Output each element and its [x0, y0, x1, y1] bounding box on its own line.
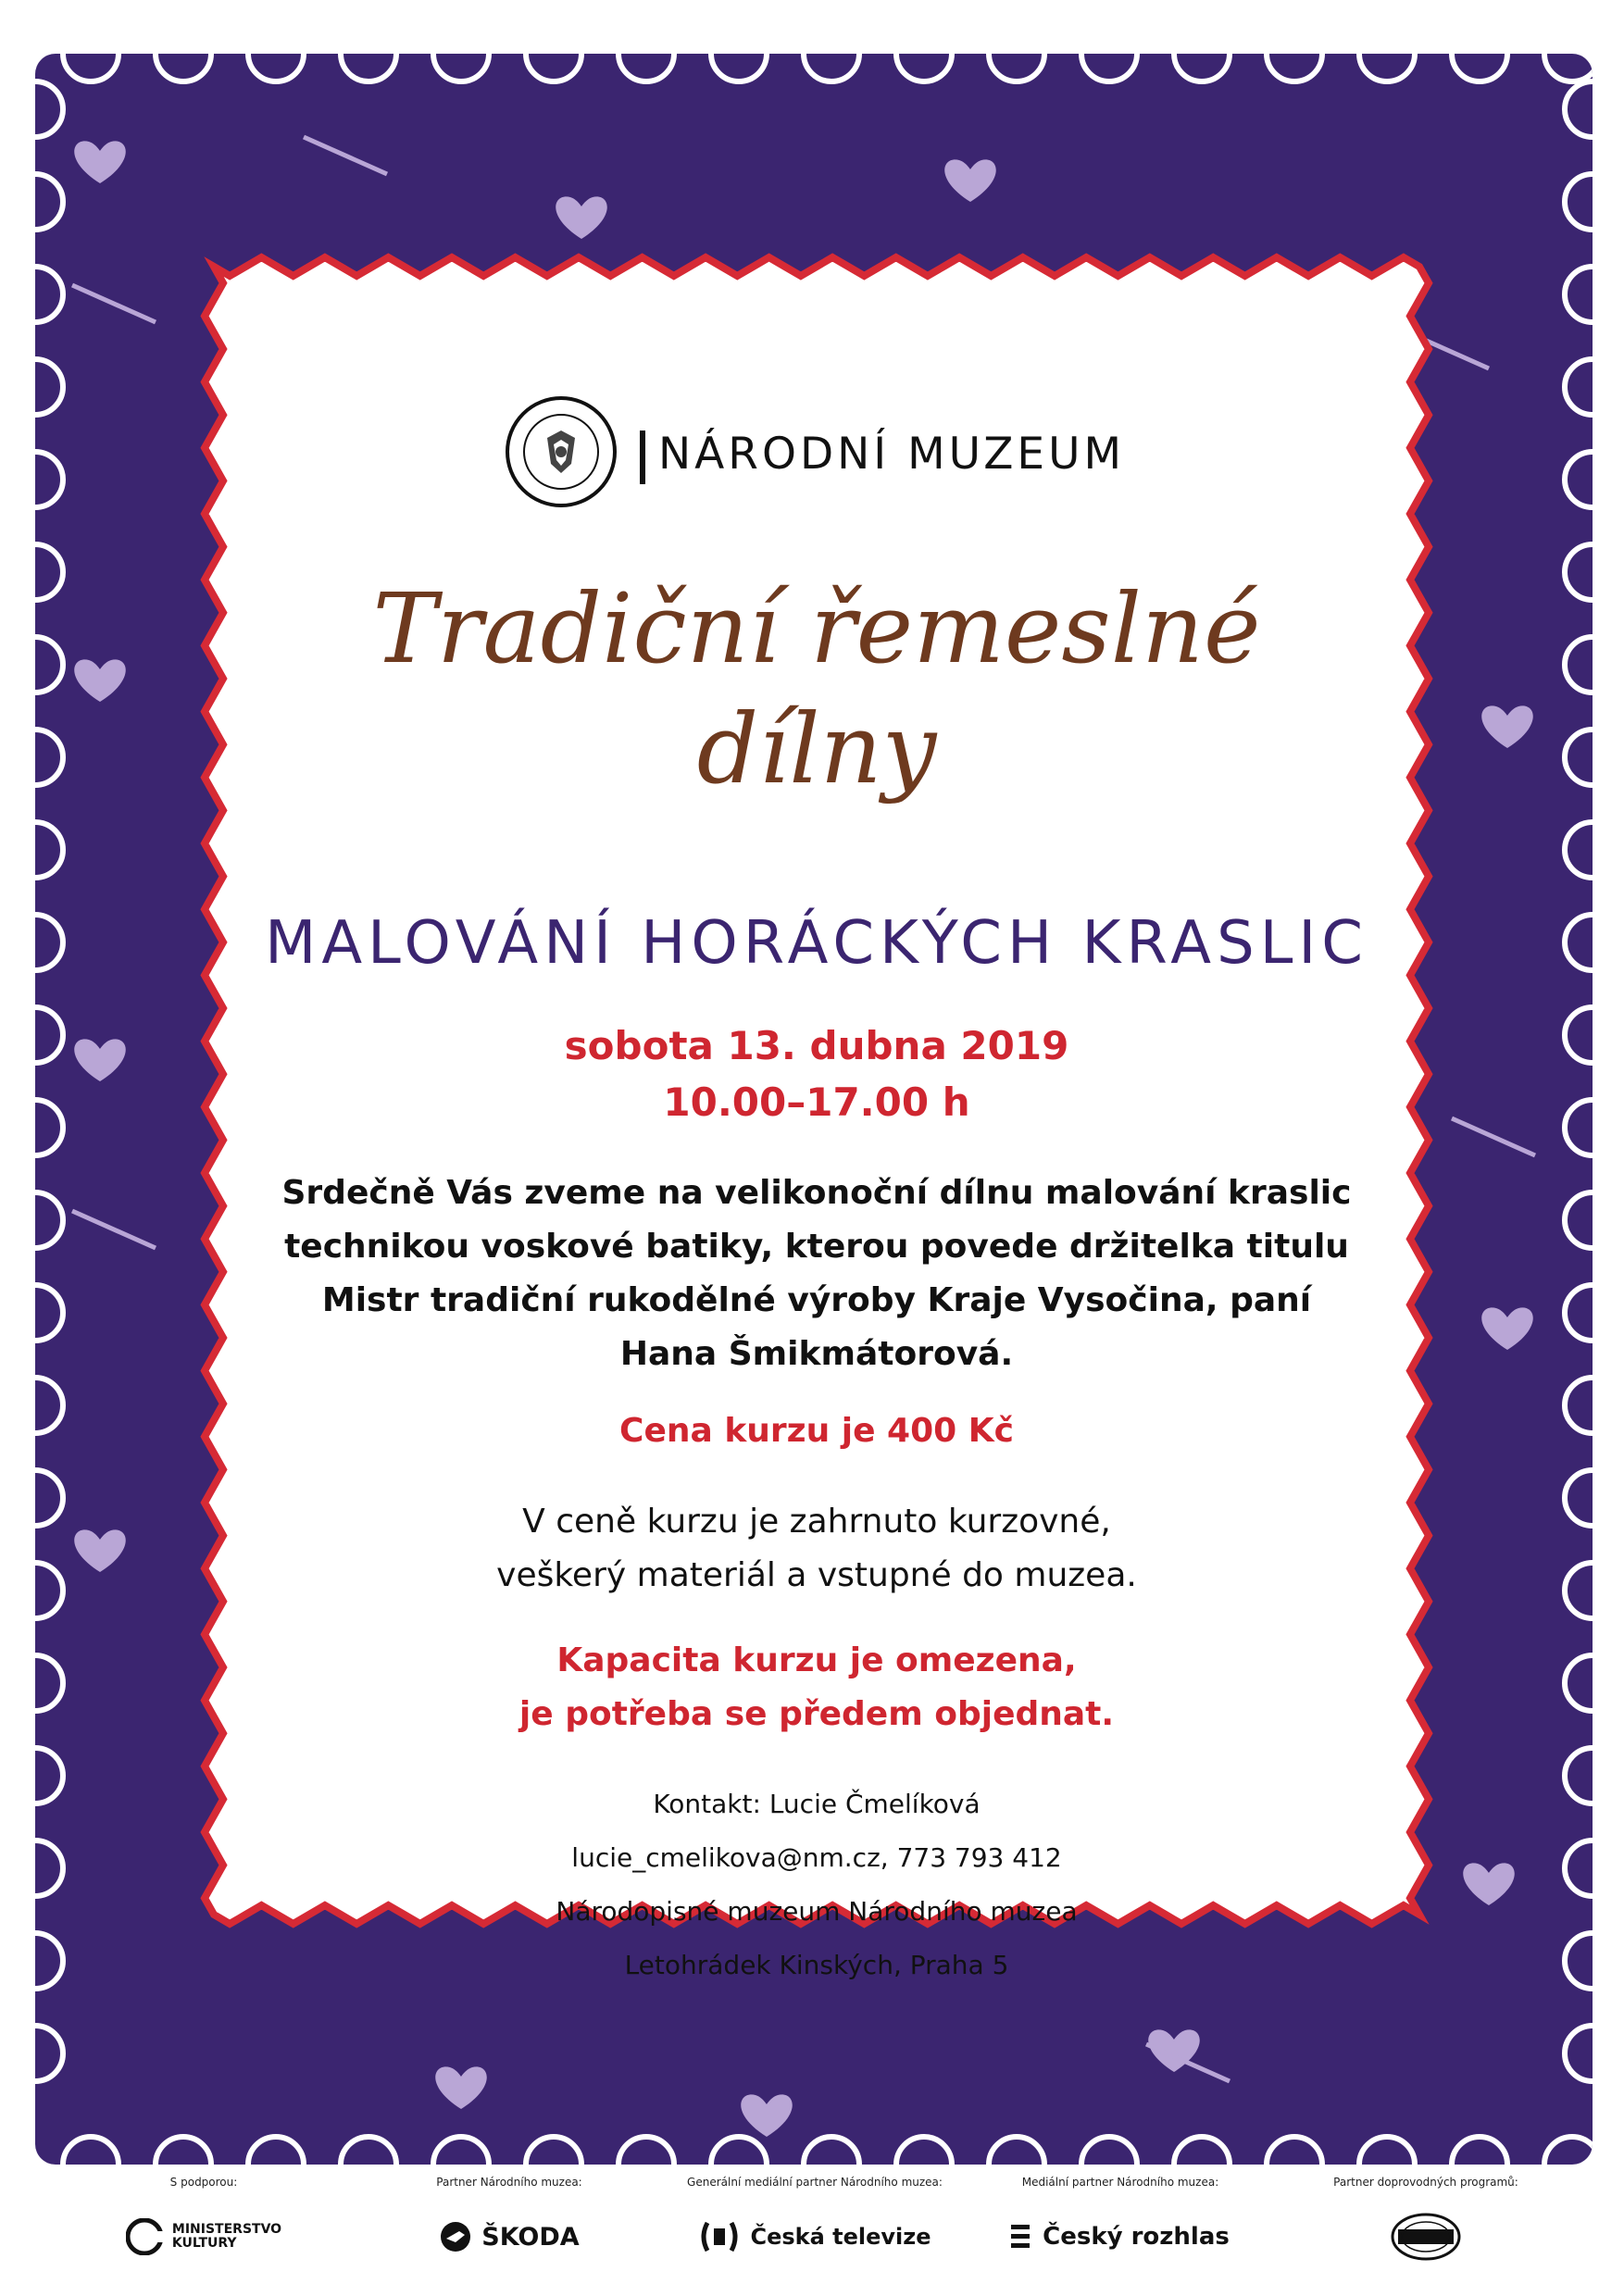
frame-scallop	[1565, 1285, 1593, 1341]
frame-scallop	[1267, 54, 1322, 81]
frame-scallop	[1565, 822, 1593, 878]
sponsor-label: Generální mediální partner Národního muzea:	[687, 2176, 943, 2189]
frame-scallop	[1565, 1841, 1593, 1896]
frame-scallop	[1565, 359, 1593, 415]
frame-scallop	[35, 1933, 63, 1989]
frame-scallop	[1565, 1378, 1593, 1433]
frame-scallop	[526, 54, 581, 81]
frame-scallop	[1565, 915, 1593, 970]
frame-scallop	[1565, 1563, 1593, 1618]
frame-scallop	[804, 2137, 859, 2165]
frame-scallop	[989, 54, 1044, 81]
sponsor-programs	[1273, 2176, 1579, 2265]
heart-icon	[741, 2094, 793, 2137]
frame-scallop	[35, 637, 63, 693]
sponsor-label: S podporou:	[169, 2176, 238, 2189]
frame-scallop	[1544, 54, 1593, 81]
sponsor-ceska-televize	[662, 2176, 968, 2265]
frame-scallop	[35, 359, 63, 415]
frame-scallop	[35, 2026, 63, 2081]
frame-scallop	[1452, 2137, 1507, 2165]
title-line-2: dílny	[696, 693, 937, 805]
frame-scallop	[989, 2137, 1044, 2165]
frame-scallop	[1565, 1007, 1593, 1063]
event-date: sobota 13. dubna 2019	[564, 1023, 1069, 1068]
frame-scallop	[1565, 2026, 1593, 2081]
ministry-logo-icon	[126, 2218, 163, 2255]
frame-scallop	[1565, 174, 1593, 230]
frame-scallop	[1452, 54, 1507, 81]
frame-scallop	[1359, 54, 1415, 81]
frame-scallop	[1565, 1100, 1593, 1155]
frame-scallop	[526, 2137, 581, 2165]
poster-frame	[35, 54, 1593, 2165]
invitation-line: Srdečně Vás zveme na velikonoční dílnu malování kraslic	[281, 1174, 1352, 1212]
frame-scallop	[1267, 2137, 1322, 2165]
skoda-logo-text: ŠKODA	[481, 2222, 580, 2252]
frame-scallop	[1565, 267, 1593, 322]
museum-name: NÁRODNÍ MUZEUM	[658, 429, 1126, 480]
frame-scallop	[1565, 1470, 1593, 1526]
heart-icon	[74, 659, 126, 702]
frame-scallop	[1565, 1933, 1593, 1989]
heart-icon	[944, 159, 996, 202]
ministry-logo-text: MINISTERSTVO KULTURY	[171, 2222, 282, 2251]
price-includes	[197, 1495, 1436, 1603]
cro-logo-icon	[1011, 2223, 1033, 2251]
contact-address: Letohrádek Kinských, Praha 5	[624, 1950, 1009, 1980]
logo-divider	[640, 430, 645, 484]
contact-institution: Národopisné muzeum Národního muzea	[556, 1896, 1078, 1927]
skoda-arrow-icon	[439, 2220, 472, 2253]
cro-logo-text: Český rozhlas	[1043, 2223, 1230, 2251]
heart-icon	[74, 1039, 126, 1081]
frame-scallop	[248, 2137, 304, 2165]
frame-scallop	[1081, 54, 1137, 81]
frame-scallop	[248, 54, 304, 81]
sponsor-strip	[0, 2176, 1624, 2296]
frame-scallop	[156, 2137, 211, 2165]
frame-scallop	[618, 2137, 674, 2165]
includes-line: veškerý materiál a vstupné do muzea.	[496, 1556, 1137, 1594]
capacity-line: je potřeba se předem objednat.	[518, 1695, 1115, 1733]
frame-scallop	[1565, 1655, 1593, 1711]
frame-scallop	[341, 54, 396, 81]
capacity-line: Kapacita kurzu je omezena,	[556, 1641, 1077, 1679]
frame-scallop	[35, 915, 63, 970]
frame-scallop	[156, 54, 211, 81]
heart-icon	[74, 1529, 126, 1572]
invitation-line: Mistr tradiční rukodělné výroby Kraje Vysočina, paní	[321, 1281, 1312, 1319]
museum-seal-icon	[503, 393, 619, 510]
ct-logo-icon	[698, 2221, 741, 2252]
invitation-line: Hana Šmikmátorová.	[619, 1335, 1014, 1373]
pencil-icon	[1452, 1118, 1535, 1155]
frame-scallop	[35, 452, 63, 507]
title-line-1: Tradiční řemeslné	[372, 572, 1261, 685]
frame-scallop	[35, 1748, 63, 1803]
frame-scallop	[1565, 637, 1593, 693]
capacity-notice	[197, 1634, 1436, 1741]
frame-scallop	[896, 54, 952, 81]
heart-icon	[1463, 1863, 1515, 1905]
workshop-subtitle: MALOVÁNÍ HORÁCKÝCH KRASLIC	[265, 909, 1368, 978]
frame-scallop	[35, 1100, 63, 1155]
sponsor-cesky-rozhlas	[968, 2176, 1273, 2265]
heart-icon	[74, 141, 126, 183]
frame-scallop	[1359, 2137, 1415, 2165]
frame-scallop	[1565, 452, 1593, 507]
frame-scallop	[35, 1007, 63, 1063]
frame-scallop	[35, 1841, 63, 1896]
partner-seal-icon	[1389, 2211, 1463, 2263]
contact-block	[197, 1778, 1436, 1992]
invitation-line: technikou voskové batiky, kterou povede držitelka titulu	[284, 1228, 1349, 1266]
frame-scallop	[35, 81, 63, 137]
sponsor-label: Partner Národního muzea:	[436, 2176, 582, 2189]
frame-scallop	[35, 1470, 63, 1526]
frame-scallop	[35, 1285, 63, 1341]
frame-scallop	[433, 54, 489, 81]
frame-scallop	[1565, 730, 1593, 785]
heart-icon	[1481, 1307, 1533, 1350]
invitation-text	[197, 1167, 1436, 1381]
frame-scallop	[35, 174, 63, 230]
frame-scallop	[63, 2137, 119, 2165]
heart-icon	[556, 196, 607, 239]
frame-scallop	[35, 822, 63, 878]
event-time: 10.00–17.00 h	[663, 1079, 970, 1125]
frame-scallop	[1081, 2137, 1137, 2165]
frame-scallop	[1174, 2137, 1230, 2165]
heart-icon	[1481, 705, 1533, 748]
heart-icon	[435, 2066, 487, 2109]
frame-scallop	[63, 54, 119, 81]
frame-scallop	[711, 54, 767, 81]
frame-scallop	[35, 1655, 63, 1711]
frame-scallop	[35, 544, 63, 600]
frame-scallop	[433, 2137, 489, 2165]
museum-logo	[197, 393, 1436, 523]
invitation-card	[197, 250, 1436, 1980]
sponsor-label: Mediální partner Národního muzea:	[1021, 2176, 1219, 2189]
sponsor-skoda	[356, 2176, 662, 2265]
includes-line: V ceně kurzu je zahrnuto kurzovné,	[522, 1503, 1111, 1541]
sponsor-ministry	[51, 2176, 356, 2265]
frame-scallop	[35, 1378, 63, 1433]
frame-scallop	[896, 2137, 952, 2165]
frame-scallop	[341, 2137, 396, 2165]
frame-scallop	[1565, 544, 1593, 600]
frame-scallop	[35, 730, 63, 785]
frame-scallop	[35, 267, 63, 322]
frame-scallop	[1174, 54, 1230, 81]
course-price: Cena kurzu je 400 Kč	[619, 1412, 1014, 1450]
contact-email-phone[interactable]: lucie_cmelikova@nm.cz, 773 793 412	[571, 1842, 1062, 1873]
pencil-icon	[304, 137, 387, 174]
frame-scallop	[35, 1192, 63, 1248]
frame-scallop	[1565, 1748, 1593, 1803]
sponsor-label: Partner doprovodných programů:	[1333, 2176, 1518, 2189]
pencil-icon	[72, 285, 156, 322]
frame-scallop	[35, 1563, 63, 1618]
contact-name: Kontakt: Lucie Čmelíková	[653, 1789, 981, 1819]
frame-scallop	[804, 54, 859, 81]
frame-scallop	[1544, 2137, 1593, 2165]
pencil-icon	[72, 1211, 156, 1248]
frame-scallop	[711, 2137, 767, 2165]
ct-logo-text: Česká televize	[750, 2224, 931, 2250]
frame-scallop	[1565, 81, 1593, 137]
frame-scallop	[1565, 1192, 1593, 1248]
frame-scallop	[618, 54, 674, 81]
